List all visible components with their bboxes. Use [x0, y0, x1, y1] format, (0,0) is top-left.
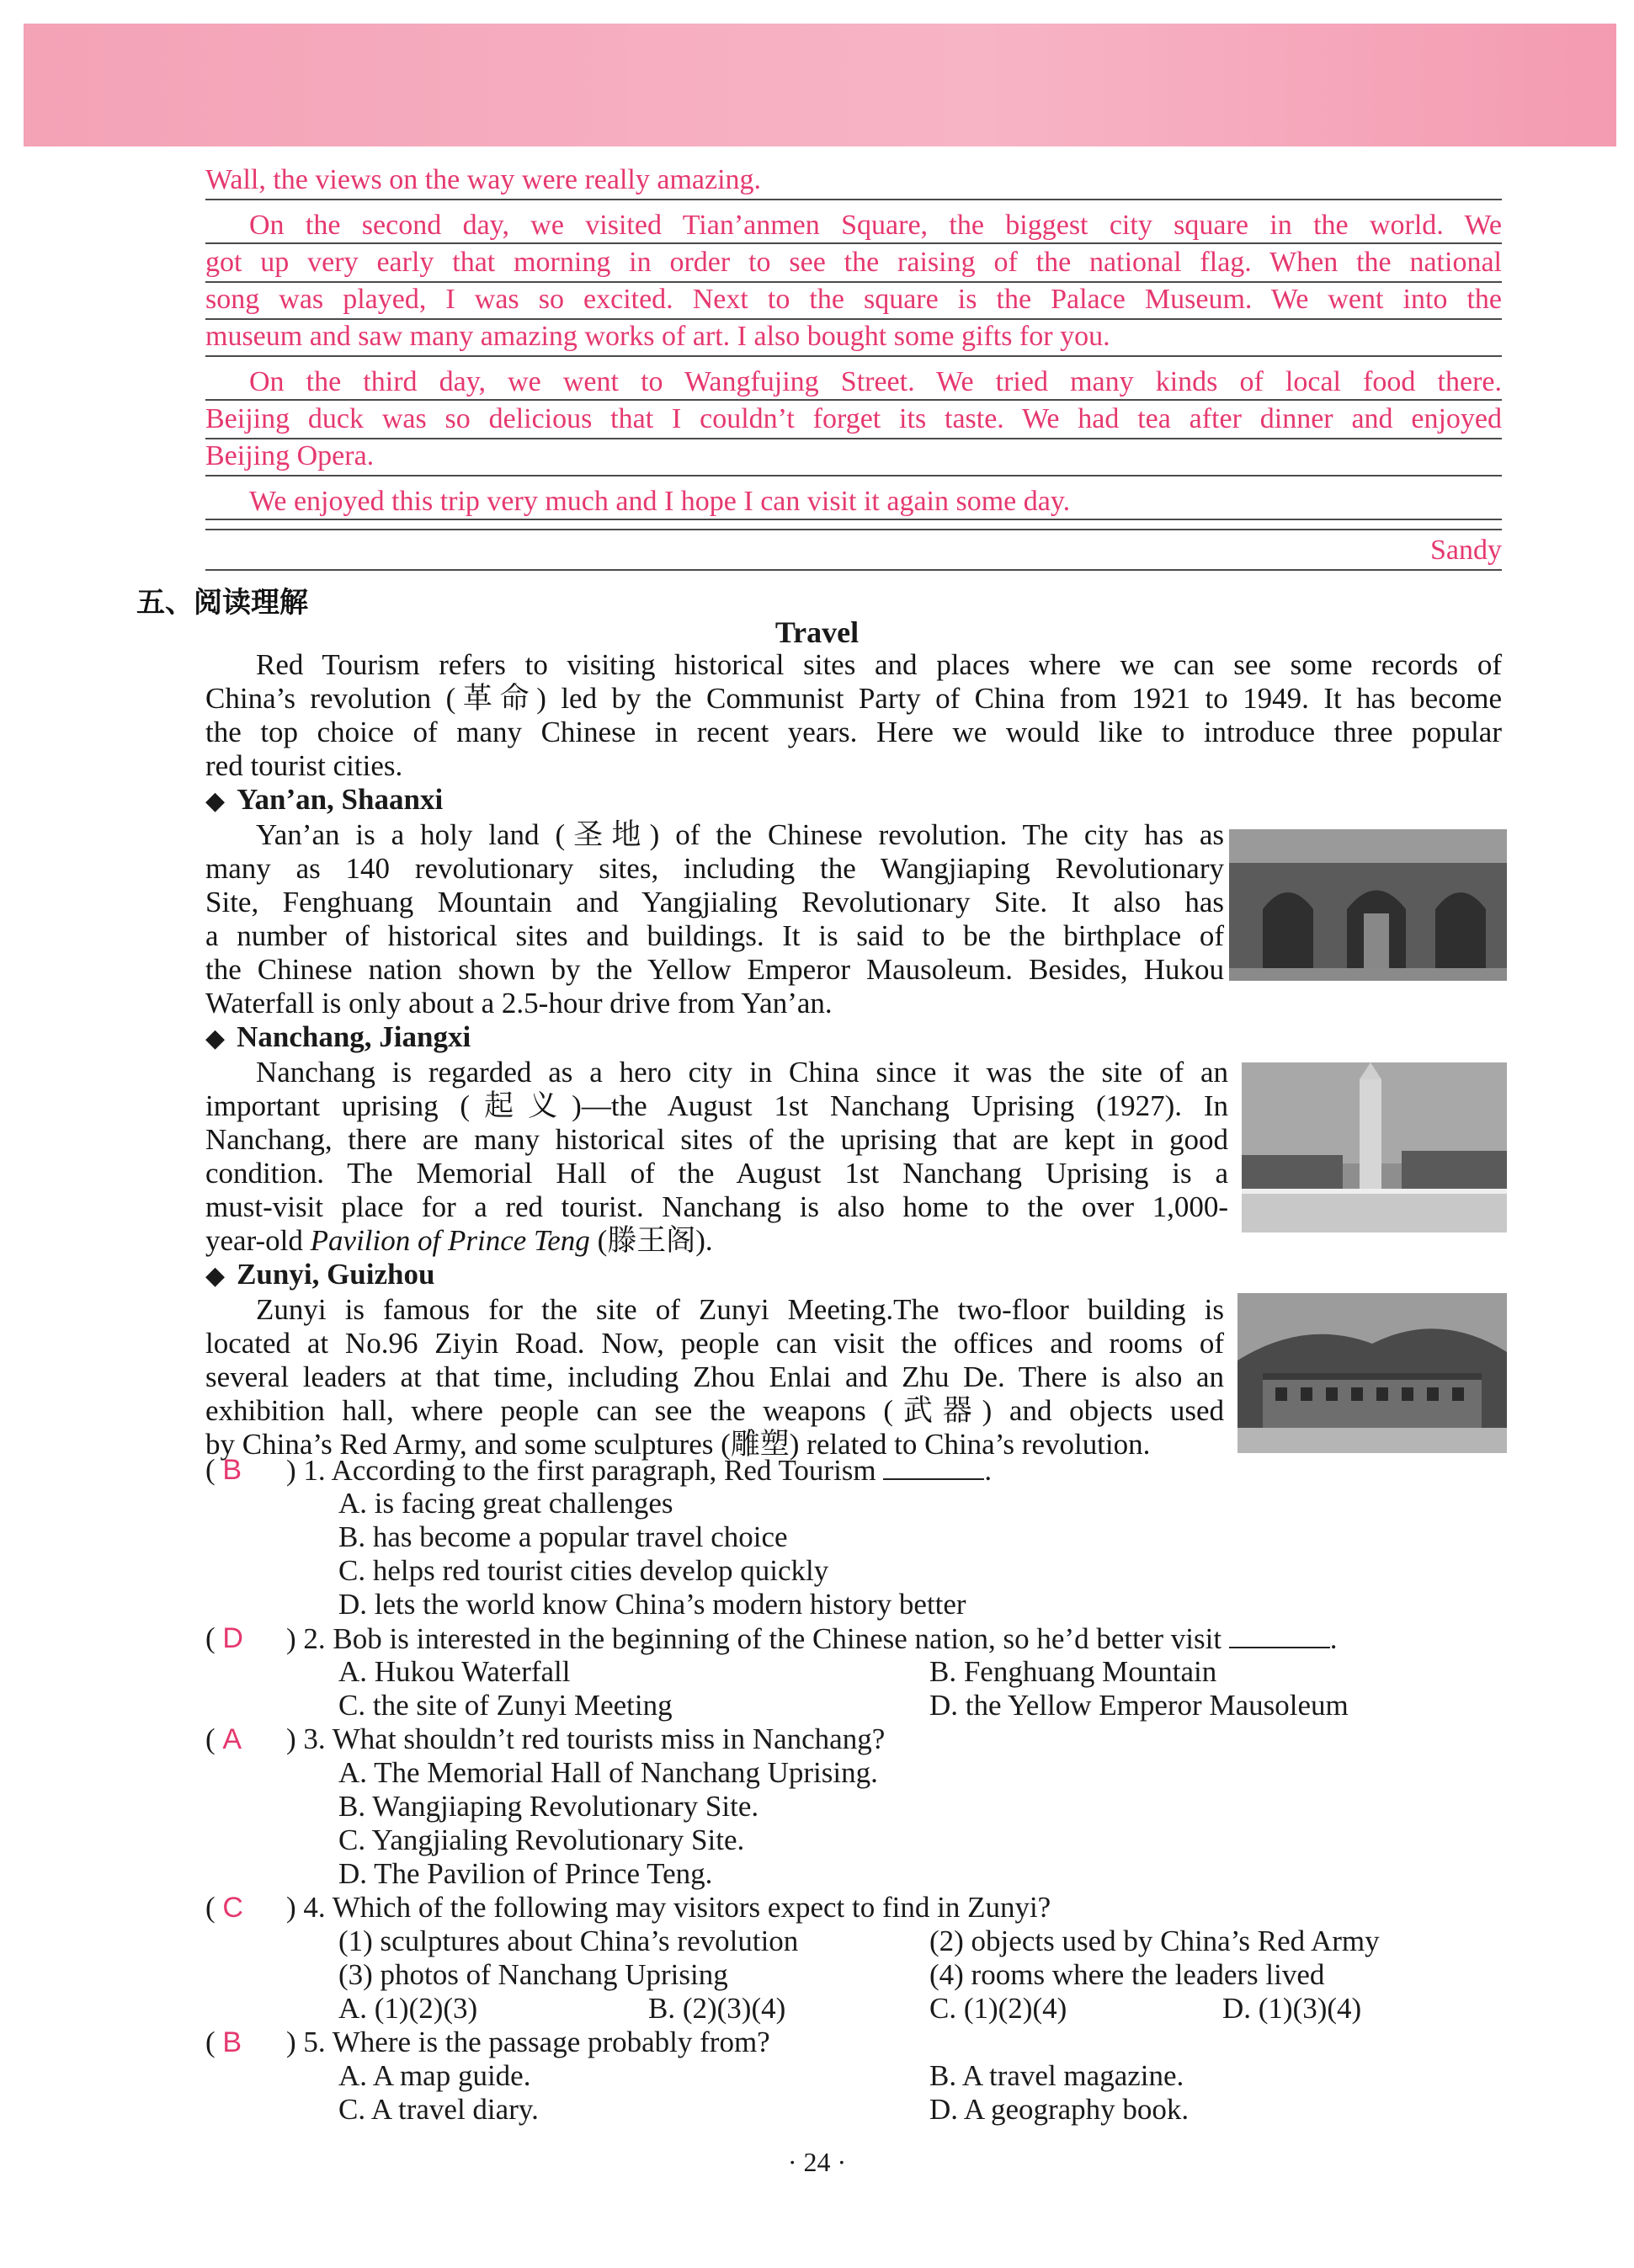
essay-line: Wall, the views on the way were really amazing.: [205, 162, 1502, 200]
question-3: ) 3. What shouldn’t red tourists miss in Nanchang?: [286, 1722, 886, 1755]
text-line: a number of historical sites and buildings. It is said to be the birthplace of: [205, 919, 1224, 952]
answer-bracket: ( B: [205, 2026, 242, 2058]
option: D. lets the world know China’s modern history better: [338, 1588, 966, 1621]
zunyi-paragraph: [205, 1293, 1224, 1461]
item: (1) sculptures about China’s revolution: [338, 1925, 799, 1957]
text-line: Nanchang is regarded as a hero city in China since it was the site of an: [256, 1056, 1228, 1089]
heading-nanchang: [205, 1020, 471, 1056]
answer-letter: C: [222, 1892, 243, 1924]
heading-yanan: [205, 783, 443, 818]
question-5: ) 5. Where is the passage probably from?: [286, 2026, 770, 2058]
essay-line: We enjoyed this trip very much and I hope I can visit it again some day.: [205, 483, 1502, 520]
heading-text: Yan’an, Shaanxi: [237, 783, 444, 816]
answer-blank[interactable]: [883, 1453, 984, 1480]
answer-bracket: ( A: [205, 1722, 242, 1755]
italic-title: Pavilion of Prince Teng: [310, 1224, 590, 1257]
option: A. (1)(2)(3): [338, 1992, 478, 2025]
option: A. A map guide.: [338, 2059, 531, 2092]
option: D. A geography book.: [929, 2093, 1190, 2126]
text-line: [205, 1224, 1228, 1258]
text-line: Zunyi is famous for the site of Zunyi Meeting.The two-floor building is: [256, 1293, 1224, 1326]
option: B. Fenghuang Mountain: [929, 1655, 1217, 1688]
essay-line: [205, 520, 1502, 530]
option: B. Wangjiaping Revolutionary Site.: [338, 1790, 759, 1823]
essay-line: Beijing Opera.: [205, 438, 1502, 476]
section-title: 五、阅读理解: [136, 586, 308, 620]
question-2: [286, 1621, 1338, 1656]
header-band: [24, 24, 1616, 146]
text-line: the Chinese nation shown by the Yellow Emperor Mausoleum. Besides, Hukou: [205, 953, 1224, 986]
option: C. A travel diary.: [338, 2093, 539, 2126]
essay-line: song was played, I was so excited. Next to the square is the Palace Museum. We went into the: [205, 281, 1502, 320]
text-line: by China’s Red Army, and some sculptures (雕塑) related to China’s revolution.: [205, 1428, 1151, 1461]
option: B. (2)(3)(4): [648, 1992, 786, 2025]
nanchang-paragraph: [205, 1056, 1228, 1258]
diamond-icon: ◆: [205, 1262, 226, 1290]
answer-bracket: ( B: [205, 1453, 242, 1486]
diamond-icon: ◆: [205, 787, 226, 815]
nanchang-memorial-photo: [1242, 1062, 1507, 1232]
item: (4) rooms where the leaders lived: [929, 1958, 1325, 1991]
essay-line: got up very early that morning in order to see the raising of the national flag. When the national: [205, 244, 1502, 283]
answer-letter: B: [222, 1454, 242, 1486]
text-line: red tourist cities.: [205, 749, 403, 782]
yanan-paragraph: [205, 818, 1224, 1020]
essay-line: Beijing duck was so delicious that I couldn’t forget its taste. We had tea after dinner and enjoyed: [205, 401, 1502, 439]
page-number: · 24 ·: [787, 2147, 847, 2177]
option: B. A travel magazine.: [929, 2059, 1184, 2092]
heading-zunyi: [205, 1258, 434, 1293]
text-line: Waterfall is only about a 2.5-hour drive from Yan’an.: [205, 987, 833, 1020]
essay-line: On the third day, we went to Wangfujing Street. We tried many kinds of local food there.: [205, 364, 1502, 401]
option: C. Yangjialing Revolutionary Site.: [338, 1823, 745, 1856]
option: A. Hukou Waterfall: [338, 1655, 571, 1688]
text-line: the top choice of many Chinese in recent years. Here we would like to introduce three popular: [205, 716, 1502, 748]
text-line: China’s revolution (革命) led by the Communist Party of China from 1921 to 1949. It has become: [205, 682, 1502, 715]
option: D. (1)(3)(4): [1222, 1992, 1362, 2025]
answer-blank[interactable]: [1229, 1621, 1330, 1648]
text-span: year-old: [205, 1224, 311, 1257]
text-line: Site, Fenghuang Mountain and Yangjialing Revolutionary Site. It also has: [205, 886, 1224, 918]
text-line: condition. The Memorial Hall of the August 1st Nanchang Uprising is a: [205, 1157, 1228, 1190]
question-stem: ) 2. Bob is interested in the beginning of the Chinese nation, so he’d better visit: [286, 1622, 1222, 1655]
answer-letter: B: [222, 2026, 242, 2058]
diamond-icon: ◆: [205, 1025, 226, 1052]
question-end: .: [1329, 1622, 1338, 1655]
text-line: Red Tourism refers to visiting historical sites and places where we can see some records of: [256, 648, 1502, 681]
question-4: ) 4. Which of the following may visitors expect to find in Zunyi?: [286, 1891, 1051, 1924]
answer-bracket: ( C: [205, 1891, 243, 1924]
option: A. The Memorial Hall of Nanchang Uprising.: [338, 1756, 878, 1789]
text-line: must-visit place for a red tourist. Nanchang is also home to the over 1,000-: [205, 1190, 1228, 1223]
intro-paragraph: [205, 648, 1502, 783]
option: D. the Yellow Emperor Mausoleum: [929, 1689, 1349, 1722]
option: A. is facing great challenges: [338, 1487, 673, 1520]
zunyi-meeting-site-photo: [1237, 1293, 1507, 1453]
essay-line: museum and saw many amazing works of art. I also bought some gifts for you.: [205, 318, 1502, 357]
answer-bracket: ( D: [205, 1621, 243, 1654]
essay-line: On the second day, we visited Tian’anmen Square, the biggest city square in the world. We: [205, 207, 1502, 244]
text-line: Nanchang, there are many historical sites of the uprising that are kept in good: [205, 1123, 1228, 1156]
option: C. the site of Zunyi Meeting: [338, 1689, 673, 1722]
text-line: located at No.96 Ziyin Road. Now, people can visit the offices and rooms of: [205, 1327, 1224, 1360]
option: B. has become a popular travel choice: [338, 1520, 788, 1553]
reading-title: Travel: [774, 615, 860, 649]
text-line: several leaders at that time, including Zhou Enlai and Zhu De. There is also an: [205, 1360, 1224, 1393]
question-stem: ) 1. According to the first paragraph, Red Tourism: [286, 1454, 876, 1487]
answer-letter: D: [222, 1622, 243, 1654]
heading-text: Zunyi, Guizhou: [237, 1258, 435, 1291]
item: (3) photos of Nanchang Uprising: [338, 1958, 728, 1991]
option: D. The Pavilion of Prince Teng.: [338, 1857, 713, 1890]
question-1: [286, 1453, 992, 1488]
answer-letter: A: [222, 1723, 242, 1755]
essay-signature: Sandy: [205, 532, 1502, 571]
option: C. (1)(2)(4): [929, 1992, 1067, 2025]
question-end: .: [984, 1454, 993, 1487]
text-line: many as 140 revolutionary sites, including the Wangjiaping Revolutionary: [205, 852, 1224, 885]
yanan-cave-photo: [1229, 829, 1507, 981]
heading-text: Nanchang, Jiangxi: [237, 1020, 471, 1053]
option: C. helps red tourist cities develop quickly: [338, 1554, 829, 1587]
text-span: (滕王阁).: [589, 1224, 713, 1257]
text-line: Yan’an is a holy land (圣地) of the Chinese revolution. The city has as: [256, 818, 1224, 851]
item: (2) objects used by China’s Red Army: [929, 1925, 1380, 1957]
text-line: important uprising (起义)—the August 1st Nanchang Uprising (1927). In: [205, 1089, 1228, 1122]
text-line: exhibition hall, where people can see the weapons (武器) and objects used: [205, 1394, 1224, 1427]
